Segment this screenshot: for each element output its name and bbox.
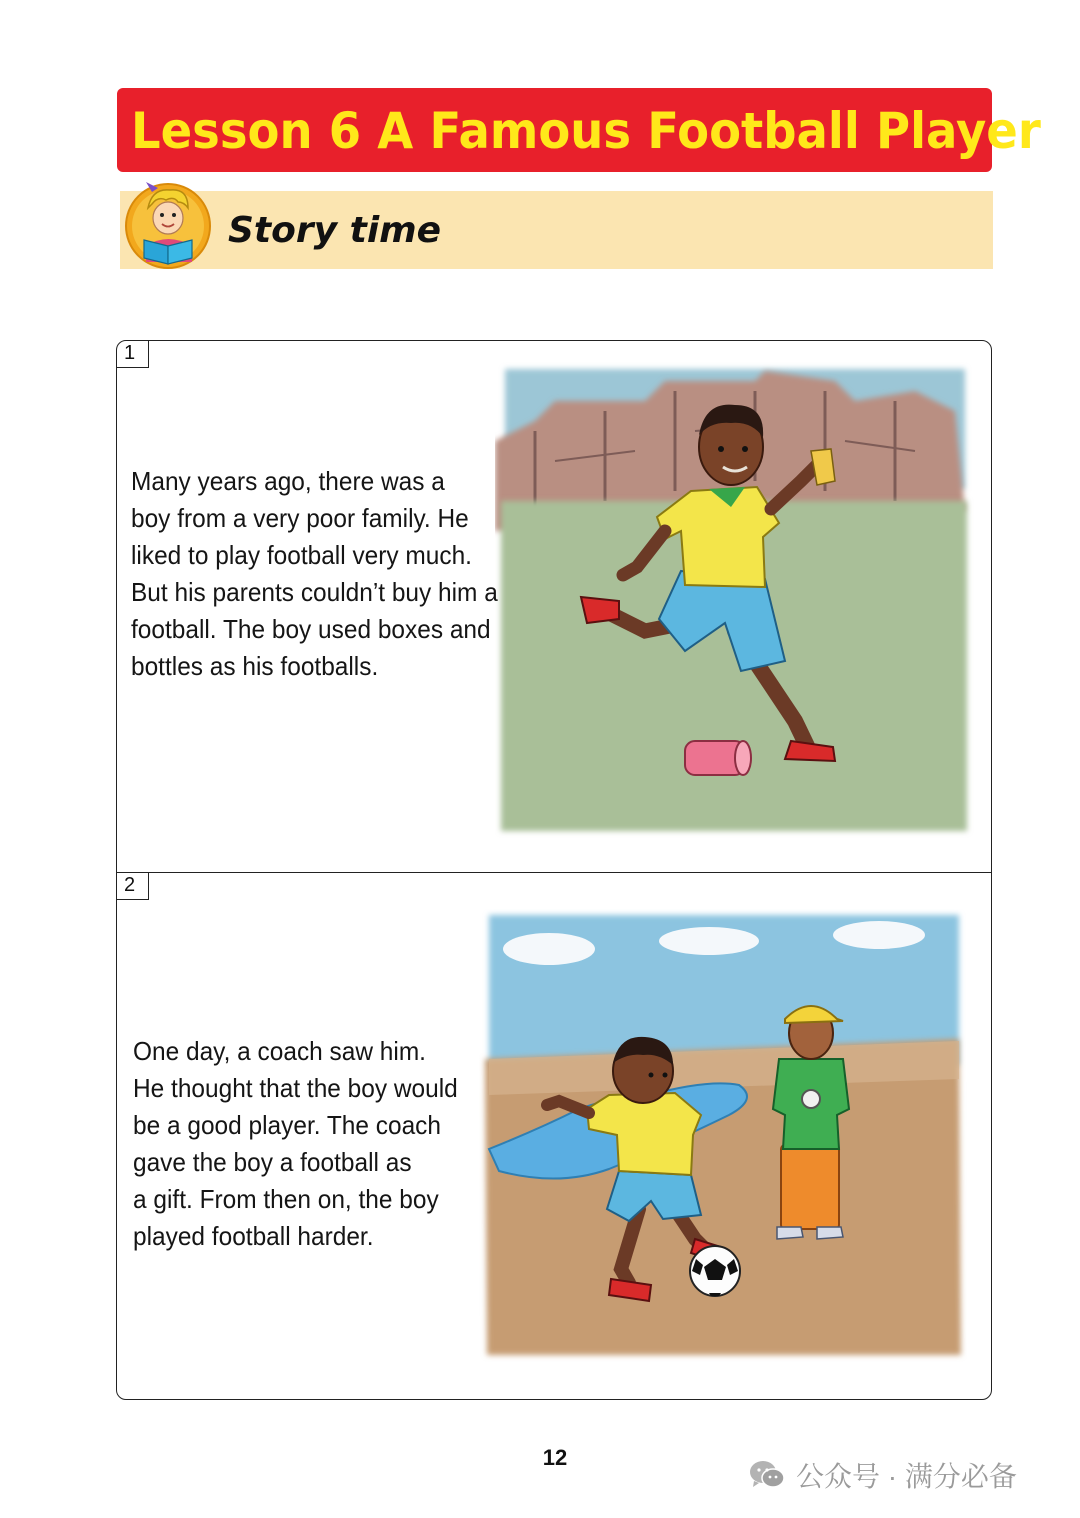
lesson-title-bar bbox=[117, 88, 1041, 172]
watermark-text: 公众号 · 满分必备 bbox=[796, 1461, 1017, 1492]
wechat-icon bbox=[748, 1459, 786, 1491]
text-line: One day, a coach saw him. bbox=[133, 1036, 426, 1066]
panel-1-text bbox=[131, 463, 507, 685]
text-line: boy from a very poor family. He bbox=[131, 503, 469, 533]
boy-kicking-bottle-illustration bbox=[495, 361, 975, 839]
watermark bbox=[748, 1455, 1017, 1495]
page-number: 12 bbox=[542, 1445, 568, 1470]
panel-number: 2 bbox=[117, 873, 149, 900]
panel-2-text bbox=[133, 1033, 481, 1255]
text-line: gave the boy a football as bbox=[133, 1147, 412, 1177]
text-line: But his parents couldn’t buy him a bbox=[131, 577, 498, 607]
text-line: liked to play football very much. bbox=[131, 540, 472, 570]
text-line: be a good player. The coach bbox=[133, 1110, 441, 1140]
panel-number: 1 bbox=[117, 341, 149, 368]
text-line: a gift. From then on, the boy bbox=[133, 1184, 439, 1214]
reading-child-icon bbox=[122, 174, 214, 270]
story-frame bbox=[116, 340, 992, 1400]
boy-with-football-and-coach-illustration bbox=[479, 909, 967, 1363]
text-line: bottles as his footballs. bbox=[131, 651, 379, 681]
story-panel-2 bbox=[117, 873, 991, 1400]
text-line: Many years ago, there was a bbox=[131, 466, 445, 496]
section-title: Story time bbox=[228, 210, 442, 251]
text-line: football. The boy used boxes and bbox=[131, 614, 491, 644]
lesson-title: Lesson 6 A Famous Football Player bbox=[131, 102, 1041, 160]
text-line: He thought that the boy would bbox=[133, 1073, 458, 1103]
text-line: played football harder. bbox=[133, 1221, 374, 1251]
story-panel-1 bbox=[117, 341, 991, 873]
